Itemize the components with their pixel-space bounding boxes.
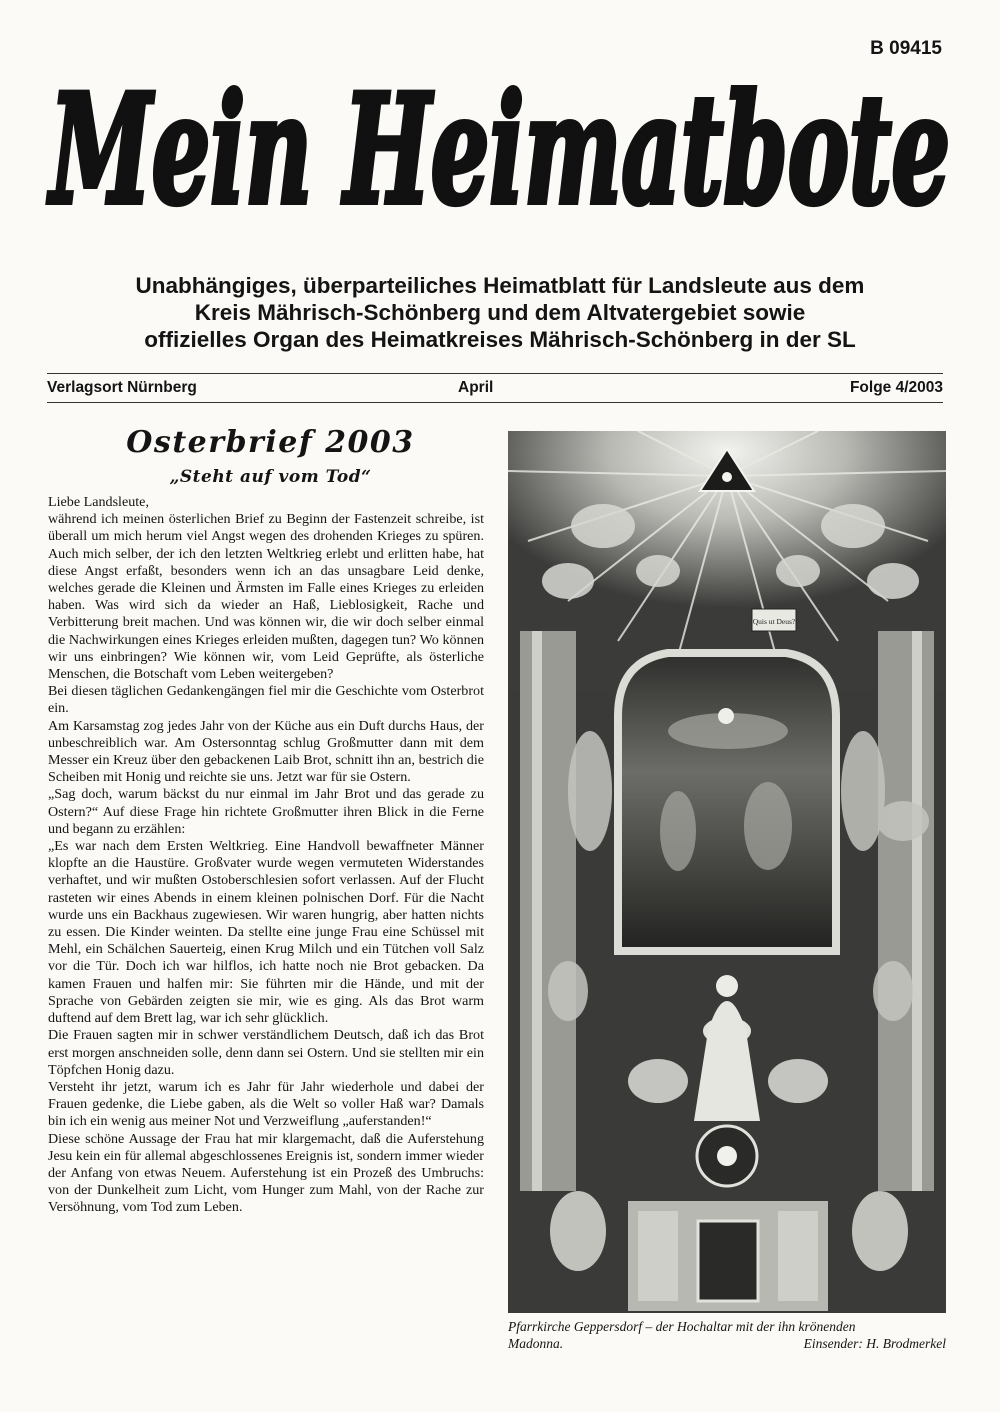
altar-banner-text: Quis ut Deus? (752, 617, 796, 626)
masthead-blackletter (40, 52, 960, 262)
subtitle-line: Kreis Mährisch-Schönberg und dem Altvatergebiet sowie (194, 300, 806, 325)
caption-credit: Einsender: H. Brodmerkel (803, 1335, 946, 1351)
article-paragraph: Bei diesen täglichen Gedankengängen fiel mir die Geschichte vom Osterbrot ein. (48, 683, 484, 717)
info-bar (47, 379, 943, 399)
caption-line: Pfarrkirche Geppersdorf – der Hochaltar mit der ihn krönenden (508, 1319, 856, 1334)
masthead-logo (40, 52, 960, 262)
altar-photo (508, 431, 946, 1313)
article-paragraph: Liebe Landsleute, (48, 494, 149, 510)
publication-place: Verlagsort Nürnberg (47, 379, 197, 396)
article-paragraph: „Es war nach dem Ersten Weltkrieg. Eine Handvoll bewaffneter Männer klopfte an die Haustüre. Großvater wurde wegen vermuteten Widerstandes verhaftet, und wir mußten Ostoberschlesien sofort verlassen. Auf der Flucht rasteten wir eines Abends in einem kleinen polnischen Dorf. Für die Nacht wurde uns ein Backhaus zugewiesen. Wir waren hungrig, aber hatten nichts zu essen. Die Kinder weinten. Da stellte eine junge Frau eine Schüssel mit Mehl, ein Schälchen Sauerteig, einen Krug Milch und ein Tütchen voll Salz vor die Tür. Doch ich war hilflos, ich hatte noch nie Brot gebacken. Da kamen Frauen und halfen mir: Sie führten mir die Hände, und mit der Sprache von Gebärden zeigten sie mir, wie es ging. Als das Brot warm duftend auf dem Brett lag, war ich sehr glücklich. (48, 838, 484, 1027)
article-paragraph: Am Karsamstag zog jedes Jahr von der Küche aus ein Duft durchs Haus, der unbeschreiblich war. Am Ostersonntag schlug Großmutter dann mit dem Messer ein Kreuz über den gebackenen Laib Brot, schnitt ihn an, bestrich die Scheiben mit Honig und reichte sie uns. Jetzt war für sie Ostern. (48, 717, 484, 786)
article-paragraph: Die Frauen sagten mir in schwer verständlichem Deutsch, daß ich das Brot erst morgen anschneiden solle, denn dann sei Ostern. Und sie stellten mir ein Töpfchen Honig dazu. (48, 1027, 484, 1078)
photo-caption (508, 1319, 946, 1352)
issue-number: Folge 4/2003 (849, 379, 943, 396)
subtitle-line: Unabhängiges, überparteiliches Heimatblatt für Landsleute aus dem (135, 273, 865, 298)
subtitle-line: offizielles Organ des Heimatkreises Mährisch-Schönberg in der SL (144, 327, 856, 352)
caption-line (508, 1336, 946, 1353)
article-body (48, 494, 484, 1217)
caption-text: Madonna. (508, 1335, 564, 1351)
issue-month: April (458, 379, 494, 396)
article-subtitle: „Steht auf vom Tod“ (169, 467, 372, 487)
altar-photo-illustration (508, 431, 946, 1313)
article-paragraph: „Sag doch, warum bäckst du nur einmal im Jahr Brot und das gerade zu Ostern?“ Auf diese Frage hin richtete Großmutter ihren Blick in die Ferne und begann zu erzählen: (48, 786, 484, 837)
article-title: Osterbrief 2003 (126, 425, 415, 460)
subtitle-block (30, 272, 970, 353)
article-paragraph: während ich meinen österlichen Brief zu Beginn der Fastenzeit schreibe, ist überall um mich herum viel Angst wegen des drohenden Krieges zu spüren. Auch mich selber, der ich den letzten Weltkrieg erlebt und erlitten habe, hat diese Angst erfaßt, besonders wenn ich an das unsagbare Leid denke, welches gerade die Kleinen und Ärmsten im Falle eines Krieges zu erleiden haben. Was wird sich da wieder an Haß, Lieblosigkeit, Rache und Verbitterung breit machen. Und was können wir, die wir doch selber einmal die Nachwirkungen eines Krieges erleiden mußten, dagegen tun? Wo können wir uns einbringen? Wie können wir, vom Leid Geprüfte, als österliche Menschen, die Botschaft vom Leben weitergeben? (48, 511, 484, 683)
masthead-title: Mein Heimatbote (46, 62, 950, 238)
article-paragraph: Diese schöne Aussage der Frau hat mir klargemacht, daß die Auferstehung Jesu kein ein für allemal abgeschlossenes Ereignis ist, sondern immer wieder der Anfang von etwas Neuem. Auferstehung ist ein Prozeß des Umbruchs: von der Dunkelheit zum Licht, vom Hunger zum Mahl, von der Rache zur Versöhnung, vom Tod zum Leben. (48, 1130, 484, 1216)
article-paragraph: Versteht ihr jetzt, warum ich es Jahr für Jahr wiederhole und dabei der Frauen gedenke, die Liebe gaben, als die Welt so voller Haß war? Damals bin ich ein wenig aus meiner Not und Verzweiflung „auferstanden!“ (48, 1078, 484, 1130)
issue-code: B 09415 (870, 38, 942, 59)
bottom-rule (47, 402, 943, 403)
top-rule (47, 373, 943, 374)
